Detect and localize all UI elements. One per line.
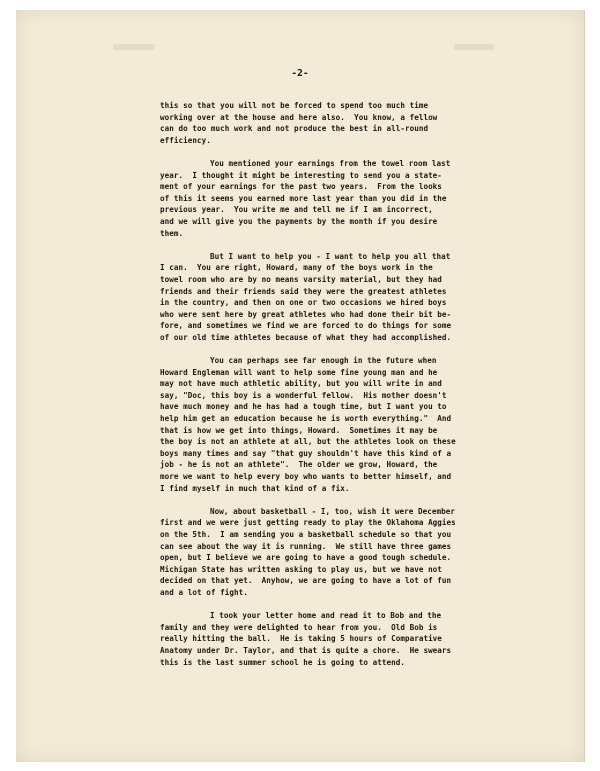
page-number: -2- <box>291 68 309 79</box>
text-line: first and we were just getting ready to play the Oklahoma Aggies <box>160 518 456 528</box>
text-line: decided on that yet. Anyhow, we are going to have a lot of fun <box>160 576 452 586</box>
text-line: and a lot of fight. <box>160 587 248 597</box>
text-line: and we will give you the payments by the month if you desire <box>160 216 438 226</box>
text-line: But I want to help you - I want to help you all that <box>210 251 451 261</box>
text-line: this is the last summer school he is going to attend. <box>160 657 405 667</box>
top-right-smudge <box>454 44 494 50</box>
text-line: You mentioned your earnings from the towel room last <box>210 158 451 168</box>
letter-paragraph <box>160 158 545 239</box>
letter-page <box>16 10 585 762</box>
text-line: family and they were delighted to hear from you. Old Bob is <box>160 622 438 632</box>
text-line: them. <box>160 228 184 238</box>
text-line: that is how we get into things, Howard. Sometimes it may be <box>160 425 438 435</box>
text-line: really hitting the ball. He is taking 5 hours of Comparative <box>160 634 442 644</box>
text-line: more we want to help every boy who wants to better himself, and <box>160 472 452 481</box>
text-line: have much money and he has had a tough time, but I want you to <box>160 402 447 412</box>
letter-body <box>160 100 545 680</box>
text-line: this so that you will not be forced to spend too much time <box>160 101 429 110</box>
text-line: can see about the way it is running. We still have three games <box>160 541 452 551</box>
text-line: in the country, and then on one or two occasions we hired boys <box>160 298 447 308</box>
text-line: I can. You are right, Howard, many of the boys work in the <box>160 263 433 273</box>
text-line: can do too much work and not produce the best in all-round <box>160 124 429 134</box>
text-line: on the 5th. I am sending you a basketball schedule so that you <box>160 529 452 539</box>
text-line: Anatomy under Dr. Taylor, and that is quite a chore. He swears <box>160 645 452 655</box>
text-line: job - he is not an athlete". The older we grow, Howard, the <box>160 460 438 470</box>
text-line: towel room who are by no means varsity material, but they had <box>160 274 442 284</box>
text-line: I took your letter home and read it to Bob and the <box>210 611 442 621</box>
text-line: help him get an education because he is worth everything." And <box>160 414 452 424</box>
text-line: Howard Engleman will want to help some fine young man and he <box>160 367 438 377</box>
letter-paragraph <box>160 251 545 344</box>
text-line: who were sent here by great athletes who had done their bit be- <box>160 309 452 319</box>
letter-paragraph <box>160 610 545 668</box>
text-line: Now, about basketball - I, too, wish it were December <box>210 506 455 516</box>
text-line: of our old time athletes because of what they had accomplished. <box>160 332 452 342</box>
letter-paragraph <box>160 100 545 146</box>
letter-paragraph <box>160 355 545 494</box>
text-line: I find myself in much that kind of a fix. <box>160 483 350 493</box>
text-line: efficiency. <box>160 135 211 145</box>
text-line: year. I thought it might be interesting to send you a state- <box>160 170 442 180</box>
text-line: boys many times and say "that guy shouldn't have this kind of a <box>160 448 452 458</box>
text-line: ment of your earnings for the past two years. From the looks <box>160 182 442 192</box>
text-line: open, but I believe we are going to have a good tough schedule. <box>160 553 452 563</box>
text-line: You can perhaps see far enough in the future when <box>210 356 437 366</box>
text-line: fore, and sometimes we find we are forced to do things for some <box>160 321 452 331</box>
text-line: of this it seems you earned more last year than you did in the <box>160 193 447 203</box>
text-line: friends and their friends said they were the greatest athletes <box>160 286 447 296</box>
text-line: the boy is not an athlete at all, but the athletes look on these <box>160 437 456 447</box>
letter-paragraph <box>160 506 545 599</box>
text-line: may not have much athletic ability, but you will write in and <box>160 379 442 389</box>
top-left-smudge <box>113 44 155 50</box>
text-line: working over at the house and here also. You know, a fellow <box>160 112 438 122</box>
text-line: say, "Doc, this boy is a wonderful fellow. His mother doesn't <box>160 390 447 400</box>
text-line: Michigan State has written asking to play us, but we have not <box>160 564 442 574</box>
text-line: previous year. You write me and tell me if I am incorrect, <box>160 205 433 215</box>
